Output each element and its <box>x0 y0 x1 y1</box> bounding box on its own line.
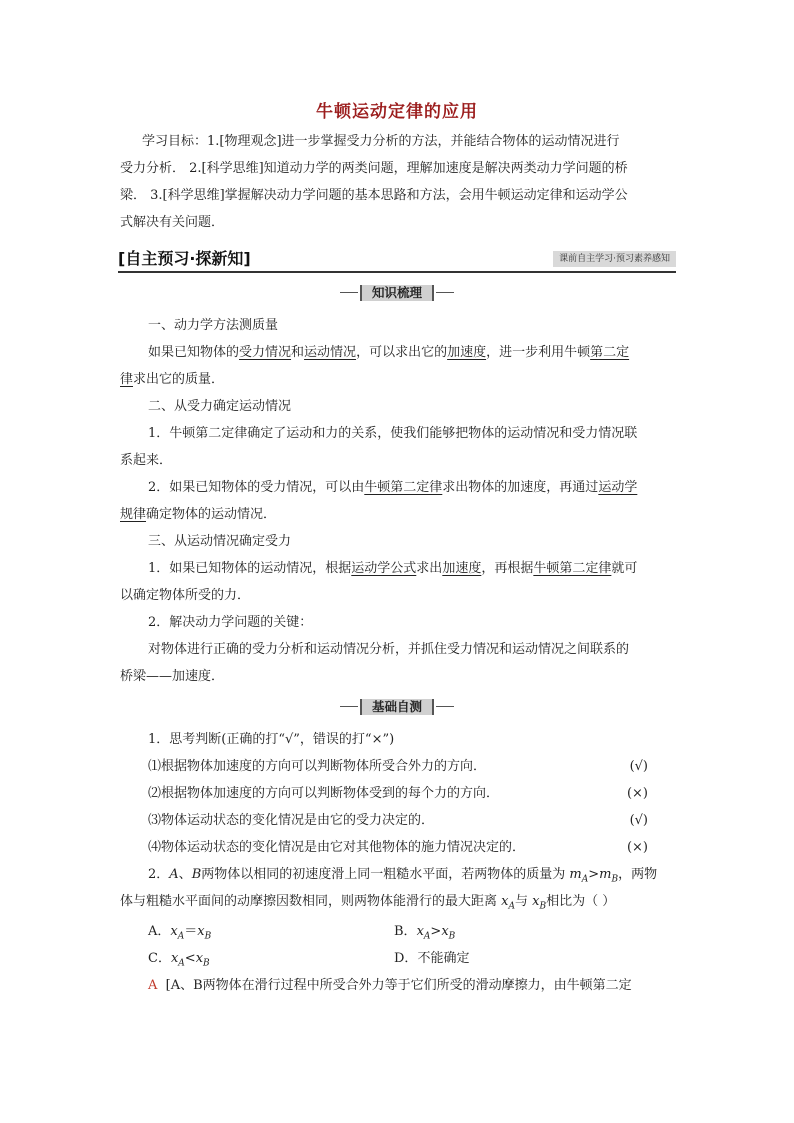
question-2: 2．A、B两物体以相同的初速度滑上同一粗糙水平面，若两物体的质量为 $m_A>m_B$，两物 <box>148 867 658 885</box>
knowledge-section: 一、动力学方法测质量 如果已知物体的受力情况和运动情况，可以求出它的加速度，进一步利用牛顿第二定 律求出它的质量． 二、从受力确定运动情况 1．牛顿第二定律确定了运动和力的关系，使我们能够把物体的运动情况和受力情况联 系起来． 2．如果已知物体的受力情况，可以由牛顿第二定律求出物体的加速度，再通过运动学 规律确定物体的运动情况． 三、从运动情况确定受力 1．如果已知物体的运动情况，根据运动学公式求出加速度，再根据牛顿第二定律就可 以确定物体所受的力． 2．解决动力学问题的关键： 对物体进行正确的受力分析和运动情况分析，并抓住受力情况和运动情况之间联系的 桥梁——加速度． <box>120 312 676 692</box>
heading-1: 一、动力学方法测质量 <box>148 318 279 333</box>
heading-3: 三、从运动情况确定受力 <box>148 534 292 549</box>
option-b: B．$x_A>x_B$ <box>394 924 456 942</box>
judgement-item: ⑷物体运动状态的变化情况是由它对其他物体的施力情况决定的． (×) <box>148 840 648 855</box>
learning-objectives: 学习目标：1.[物理观念]进一步掌握受力分析的方法，并能结合物体的运动情况进行 受力分析． 2.[科学思维]知道动力学的两类问题，理解加速度是解决两类动力学问题的桥 梁． 3.[科学思维]掌握解决动力学问题的基本思路和方法，会用牛顿运动定律和运动学公 式解决有关问题． <box>120 134 628 230</box>
paragraph-5: 2．解决动力学问题的关键： <box>148 615 313 630</box>
selftest-section: 1．思考判断(正确的打“√”，错误的打“×”) ⑴根据物体加速度的方向可以判断物体所受合外力的方向． (√) ⑵根据物体加速度的方向可以判断物体受到的每个力的方向． (×) ⑶物体运动状态的变化情况是由它的受力决定的． (√) ⑷物体运动状态的变化情况是由它对其他物体的施力情况决定的． (×) 2．A、B两物体以相同的初速度滑上同一粗糙水平面，若两物体的质量为 $m_A>m_B$，两物 体与粗糙水平面间的动摩擦因数相同，则两物体能滑行的最大距离 $x_A$与 $x_B$相比为（ ） A．$x_A=x_B$ B．$x_A>x_B$ C．$x_A<x_B$ D．不能确定 A [A、B两物体在滑行过程中所受合外力等于它们所受的滑动摩擦力，由牛顿第二定 <box>120 726 676 996</box>
paragraph-2: 1．牛顿第二定律确定了运动和力的关系，使我们能够把物体的运动情况和受力情况联 <box>148 426 638 441</box>
paragraph-3: 2．如果已知物体的受力情况，可以由牛顿第二定律求出物体的加速度，再通过运动学 <box>148 480 638 495</box>
selftest-label: 基础自测 <box>0 699 794 717</box>
answer-letter: A <box>148 978 158 993</box>
section-title: [自主预习·探新知] <box>118 249 251 268</box>
knowledge-label: 知识梳理 <box>0 285 794 303</box>
judgement-item: ⑴根据物体加速度的方向可以判断物体所受合外力的方向． (√) <box>148 759 648 774</box>
paragraph-6: 对物体进行正确的受力分析和运动情况分析，并抓住受力情况和运动情况之间联系的 <box>148 642 630 657</box>
heading-2: 二、从受力确定运动情况 <box>148 399 292 414</box>
page-title: 牛顿运动定律的应用 <box>316 102 478 122</box>
option-a: A．$x_A=x_B$ <box>148 924 212 942</box>
paragraph-4: 1．如果已知物体的运动情况，根据运动学公式求出加速度，再根据牛顿第二定律就可 <box>148 561 638 576</box>
paragraph-1: 如果已知物体的受力情况和运动情况，可以求出它的加速度，进一步利用牛顿第二定 <box>148 345 630 360</box>
judgement-item: ⑵根据物体加速度的方向可以判断物体受到的每个力的方向． (×) <box>148 786 648 801</box>
option-d: D．不能确定 <box>394 951 470 966</box>
answer-line: A [A、B两物体在滑行过程中所受合外力等于它们所受的滑动摩擦力，由牛顿第二定 <box>148 978 632 993</box>
section-header <box>118 247 676 273</box>
question-1: 1．思考判断(正确的打“√”，错误的打“×”) <box>148 732 395 747</box>
judgement-item: ⑶物体运动状态的变化情况是由它的受力决定的． (√) <box>148 813 648 828</box>
section-tag: 课前自主学习·预习素养感知 <box>553 251 676 267</box>
option-c: C．$x_A<x_B$ <box>148 951 210 969</box>
